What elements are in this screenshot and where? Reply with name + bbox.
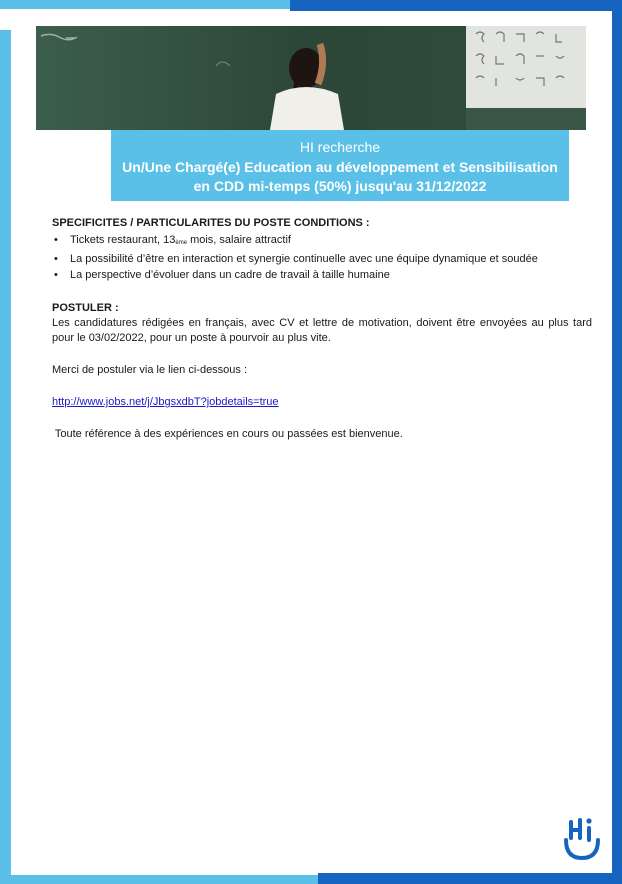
list-item: • La possibilité d’être en interaction et synergie continuelle avec une équipe dynamique et soudée: [54, 253, 538, 265]
bullet-icon: •: [54, 234, 58, 246]
hi-hand-logo-icon: [562, 816, 602, 862]
apply-instruction: Merci de postuler via le lien ci-dessous :: [52, 364, 248, 376]
job-title-line-1: Un/Une Chargé(e) Education au développement et Sensibilisation: [122, 159, 558, 175]
list-item: • Tickets restaurant, 13ème mois, salaire attractif: [54, 234, 291, 246]
right-border: [612, 11, 622, 873]
banner-kicker: HI recherche: [299, 139, 381, 155]
job-details: [52, 216, 592, 442]
list-item: • La perspective d’évoluer dans un cadre de travail à taille humaine: [54, 269, 390, 281]
closing-note: Toute référence à des expériences en cours ou passées est bienvenue.: [52, 428, 403, 440]
bullet-icon: •: [54, 269, 58, 281]
left-border: [0, 30, 11, 884]
title-banner: [111, 130, 569, 201]
job-title: [111, 158, 569, 196]
top-border-light: [0, 0, 290, 9]
top-border-dark: [290, 0, 622, 11]
specs-heading: SPECIFICITES / PARTICULARITES DU POSTE CONDITIONS :: [52, 217, 370, 229]
application-paragraph: Les candidatures rédigées en français, avec CV et lettre de motivation, doivent être envoyées au plus tard pour le 03/02/2022, pour un poste à pourvoir au plus vite.: [52, 317, 592, 344]
bullet-icon: •: [54, 253, 58, 265]
job-title-line-2: en CDD mi-temps (50%) jusqu'au 31/12/2022: [193, 178, 487, 194]
bottom-border-light: [0, 875, 318, 884]
postuler-heading: POSTULER :: [52, 302, 119, 314]
specs-list: [52, 233, 592, 283]
bottom-border-dark: [318, 873, 622, 884]
hero-photo: [36, 26, 586, 130]
apply-link[interactable]: http://www.jobs.net/j/JbgsxdbT?jobdetails=true: [52, 396, 279, 408]
